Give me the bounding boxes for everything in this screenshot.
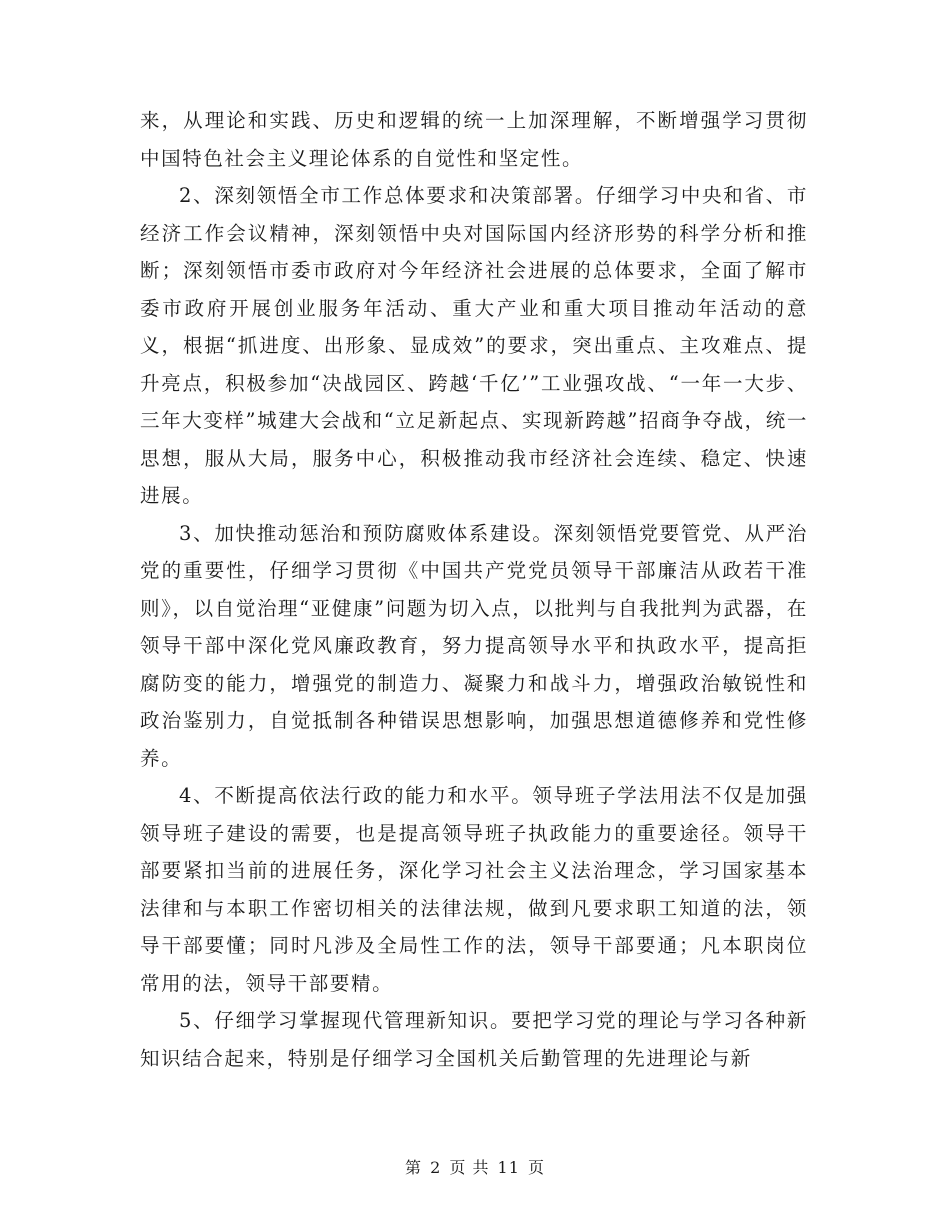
- footer-prefix: 第: [404, 1158, 422, 1177]
- paragraph-continuation: 来，从理论和实践、历史和逻辑的统一上加深理解，不断增强学习贯彻中国特色社会主义理论体系的自觉性和坚定性。: [140, 109, 808, 170]
- paragraph-item-5: 5、仔细学习掌握现代管理新知识。要把学习党的理论与学习各种新知识结合起来，特别是仔细学习全国机关后勤管理的先进理论与新: [140, 1009, 808, 1070]
- body-text: [140, 102, 808, 1077]
- paragraph-item-2: 2、深刻领悟全市工作总体要求和决策部署。仔细学习中央和省、市经济工作会议精神，深刻领悟中央对国际国内经济形势的科学分析和推断；深刻领悟市委市政府对今年经济社会进展的总体要求，全面了解市委市政府开展创业服务年活动、重大产业和重大项目推动年活动的意义，根据“抓进度、出形象、显成效”的要求，突出重点、主攻难点、提升亮点，积极参加“决战园区、跨越‘千亿’”工业强攻战、“一年一大步、三年大变样”城建大会战和“立足新起点、实现新跨越”招商争夺战，统一思想，服从大局，服务中心，积极推动我市经济社会连续、稳定、快速进展。: [140, 184, 808, 507]
- footer-total-pages: 11: [497, 1158, 520, 1177]
- page-footer: [0, 1155, 950, 1178]
- footer-page-number: 2: [430, 1158, 442, 1177]
- paragraph-item-4: 4、不断提高依法行政的能力和水平。领导班子学法用法不仅是加强领导班子建设的需要，也是提高领导班子执政能力的重要途径。领导干部要紧扣当前的进展任务，深化学习社会主义法治理念，学习国家基本法律和与本职工作密切相关的法律法规，做到凡要求职工知道的法，领导干部要懂；同时凡涉及全局性工作的法，领导干部要通；凡本职岗位常用的法，领导干部要精。: [140, 784, 808, 995]
- paragraph-item-3: 3、加快推动惩治和预防腐败体系建设。深刻领悟党要管党、从严治党的重要性，仔细学习贯彻《中国共产党党员领导干部廉洁从政若干准则》，以自觉治理“亚健康”问题为切入点，以批判与自我批判为武器，在领导干部中深化党风廉政教育，努力提高领导水平和执政水平，提高拒腐防变的能力，增强党的制造力、凝聚力和战斗力，增强政治敏锐性和政治鉴别力，自觉抵制各种错误思想影响，加强思想道德修养和党性修养。: [140, 521, 808, 770]
- footer-suffix: 页: [528, 1158, 546, 1177]
- footer-middle: 页 共: [449, 1158, 490, 1177]
